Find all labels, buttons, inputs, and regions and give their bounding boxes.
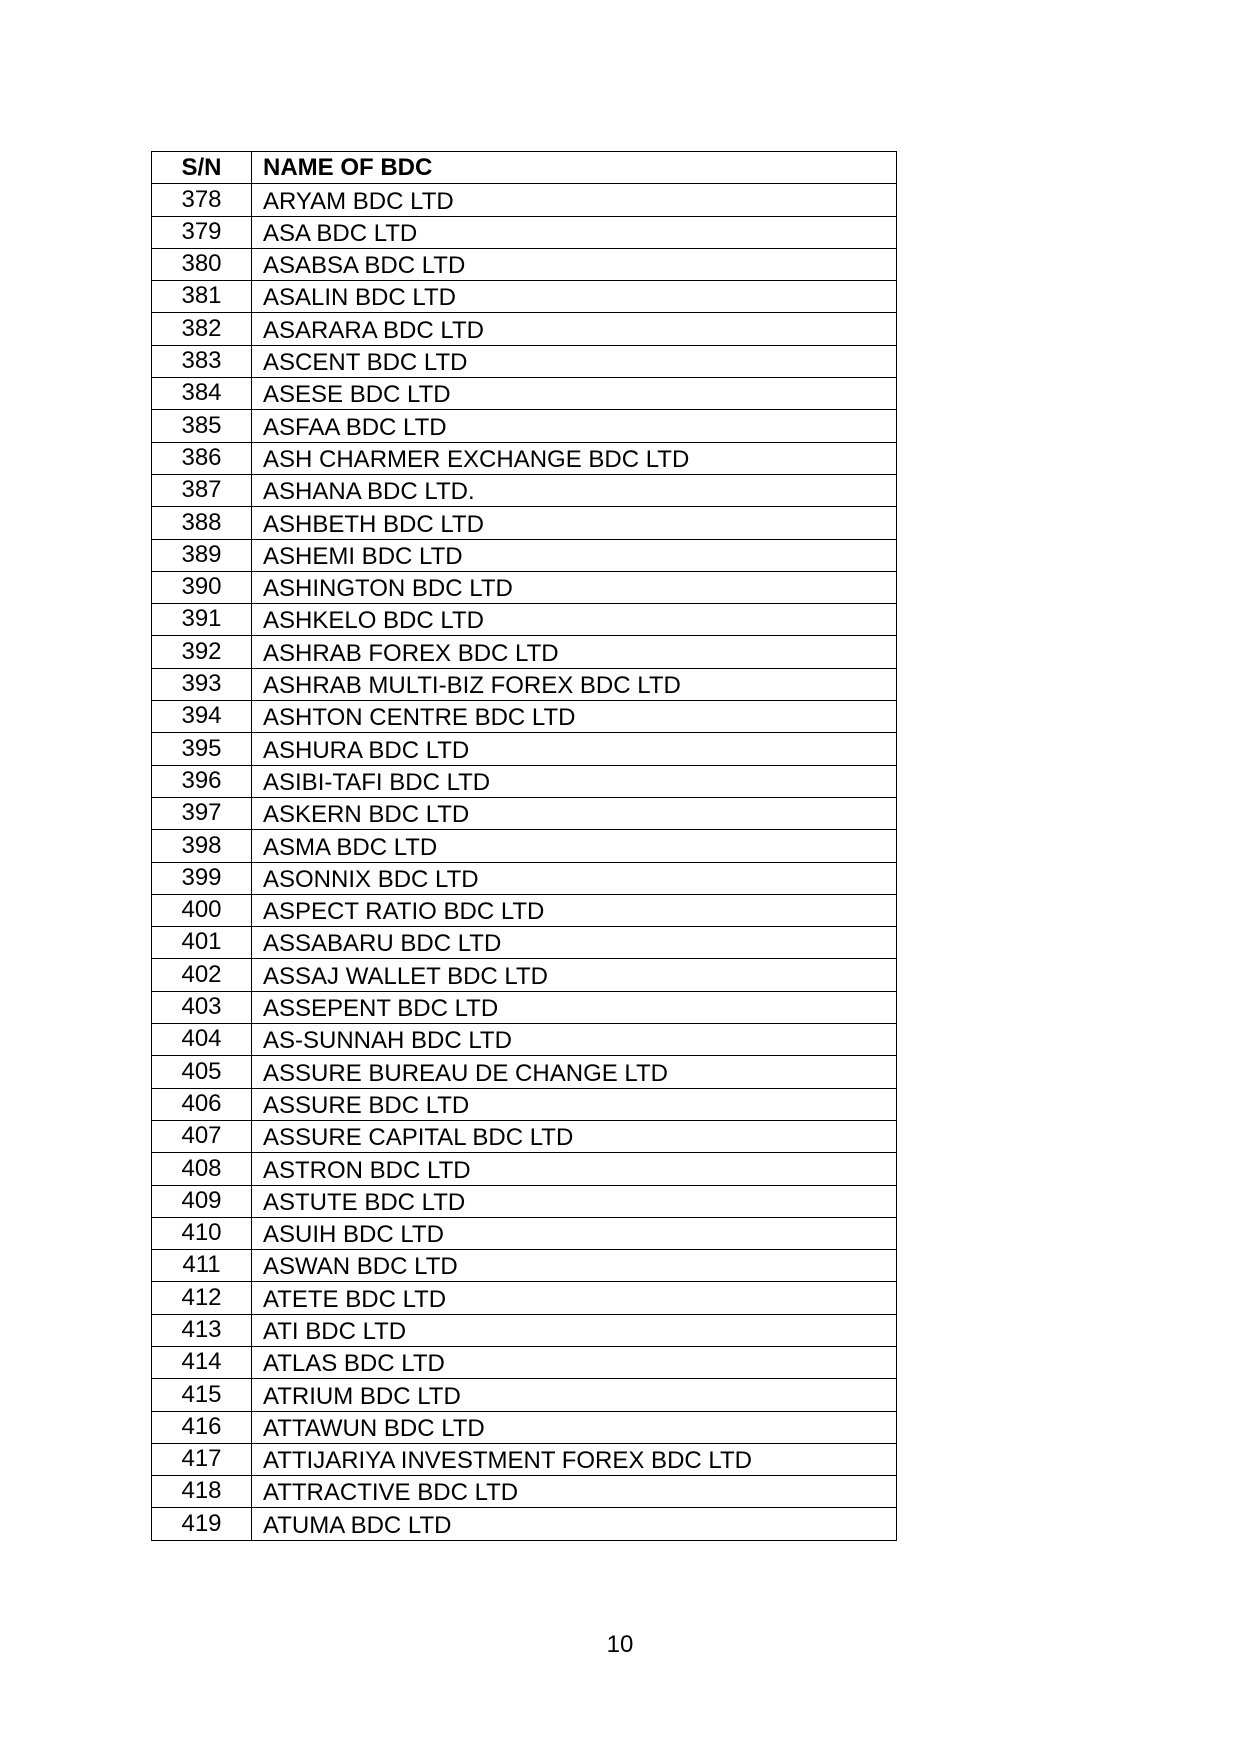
row-sn: 381 [152,281,252,313]
table-row [152,959,897,991]
table-row [152,1282,897,1314]
row-bdc-name: ASFAA BDC LTD [252,410,897,442]
table-row [152,571,897,603]
row-bdc-name: ASWAN BDC LTD [252,1250,897,1282]
row-sn: 397 [152,797,252,829]
table-row [152,1217,897,1249]
row-sn: 405 [152,1056,252,1088]
row-bdc-name: ATTIJARIYA INVESTMENT FOREX BDC LTD [252,1443,897,1475]
row-bdc-name: ATLAS BDC LTD [252,1346,897,1378]
row-bdc-name: ASSEPENT BDC LTD [252,991,897,1023]
row-bdc-name: ATETE BDC LTD [252,1282,897,1314]
table-row [152,1088,897,1120]
table-row [152,281,897,313]
table-row [152,1024,897,1056]
row-sn: 392 [152,636,252,668]
table-row [152,1443,897,1475]
row-bdc-name: ASSURE BUREAU DE CHANGE LTD [252,1056,897,1088]
row-sn: 396 [152,765,252,797]
row-sn: 418 [152,1476,252,1508]
row-sn: 395 [152,733,252,765]
row-bdc-name: ASMA BDC LTD [252,830,897,862]
row-sn: 391 [152,604,252,636]
row-sn: 385 [152,410,252,442]
table-row [152,539,897,571]
row-bdc-name: ASH CHARMER EXCHANGE BDC LTD [252,442,897,474]
row-sn: 380 [152,248,252,280]
table-row [152,378,897,410]
row-sn: 409 [152,1185,252,1217]
table-row [152,184,897,216]
row-bdc-name: ASHTON CENTRE BDC LTD [252,701,897,733]
row-bdc-name: ASTUTE BDC LTD [252,1185,897,1217]
row-bdc-name: ASABSA BDC LTD [252,248,897,280]
row-sn: 401 [152,927,252,959]
row-sn: 384 [152,378,252,410]
table-row [152,701,897,733]
row-sn: 390 [152,571,252,603]
row-bdc-name: ASARARA BDC LTD [252,313,897,345]
table-row [152,410,897,442]
row-bdc-name: ATTRACTIVE BDC LTD [252,1476,897,1508]
row-bdc-name: ASSURE BDC LTD [252,1088,897,1120]
row-sn: 419 [152,1508,252,1540]
row-bdc-name: ASHURA BDC LTD [252,733,897,765]
row-bdc-name: AS-SUNNAH BDC LTD [252,1024,897,1056]
row-bdc-name: ATTAWUN BDC LTD [252,1411,897,1443]
row-sn: 414 [152,1346,252,1378]
row-bdc-name: ASCENT BDC LTD [252,345,897,377]
table-row [152,1250,897,1282]
row-sn: 394 [152,701,252,733]
table-row [152,1508,897,1540]
table-row [152,1185,897,1217]
table-row [152,1056,897,1088]
row-sn: 389 [152,539,252,571]
row-sn: 382 [152,313,252,345]
row-sn: 408 [152,1153,252,1185]
table-row [152,1153,897,1185]
row-bdc-name: ASKERN BDC LTD [252,797,897,829]
row-bdc-name: ASHEMI BDC LTD [252,539,897,571]
table-row [152,248,897,280]
row-bdc-name: ASTRON BDC LTD [252,1153,897,1185]
row-bdc-name: ATRIUM BDC LTD [252,1379,897,1411]
table-row [152,830,897,862]
table-row [152,1314,897,1346]
table-row [152,991,897,1023]
table-row [152,894,897,926]
table-body [152,184,897,1540]
row-sn: 417 [152,1443,252,1475]
row-sn: 416 [152,1411,252,1443]
row-bdc-name: ATUMA BDC LTD [252,1508,897,1540]
row-sn: 410 [152,1217,252,1249]
row-sn: 415 [152,1379,252,1411]
row-sn: 399 [152,862,252,894]
table-row [152,216,897,248]
row-sn: 404 [152,1024,252,1056]
table-row [152,507,897,539]
row-bdc-name: ASESE BDC LTD [252,378,897,410]
row-sn: 411 [152,1250,252,1282]
row-bdc-name: ATI BDC LTD [252,1314,897,1346]
row-bdc-name: ASHBETH BDC LTD [252,507,897,539]
row-sn: 393 [152,668,252,700]
row-sn: 386 [152,442,252,474]
row-bdc-name: ASIBI-TAFI BDC LTD [252,765,897,797]
table-row [152,1120,897,1152]
row-bdc-name: ASONNIX BDC LTD [252,862,897,894]
table-row [152,862,897,894]
row-sn: 407 [152,1120,252,1152]
row-bdc-name: ASSAJ WALLET BDC LTD [252,959,897,991]
table-row [152,1411,897,1443]
table-row [152,1476,897,1508]
table-row [152,1379,897,1411]
row-bdc-name: ASPECT RATIO BDC LTD [252,894,897,926]
table-row [152,1346,897,1378]
row-bdc-name: ASALIN BDC LTD [252,281,897,313]
row-bdc-name: ASUIH BDC LTD [252,1217,897,1249]
row-bdc-name: ASHKELO BDC LTD [252,604,897,636]
table-row [152,797,897,829]
table-row [152,927,897,959]
row-sn: 383 [152,345,252,377]
row-sn: 378 [152,184,252,216]
row-bdc-name: ASHINGTON BDC LTD [252,571,897,603]
row-sn: 388 [152,507,252,539]
table-header-row [152,152,897,184]
row-sn: 398 [152,830,252,862]
row-sn: 402 [152,959,252,991]
row-bdc-name: ARYAM BDC LTD [252,184,897,216]
table-row [152,313,897,345]
row-sn: 379 [152,216,252,248]
row-bdc-name: ASHRAB MULTI-BIZ FOREX BDC LTD [252,668,897,700]
row-bdc-name: ASHRAB FOREX BDC LTD [252,636,897,668]
row-sn: 413 [152,1314,252,1346]
table-row [152,474,897,506]
row-bdc-name: ASSABARU BDC LTD [252,927,897,959]
table-row [152,733,897,765]
row-sn: 403 [152,991,252,1023]
page-number: 10 [606,1631,634,1658]
header-name: NAME OF BDC [252,152,897,184]
row-sn: 400 [152,894,252,926]
table-row [152,345,897,377]
row-bdc-name: ASSURE CAPITAL BDC LTD [252,1120,897,1152]
table-row [152,668,897,700]
table-row [152,604,897,636]
table-row [152,765,897,797]
header-sn: S/N [152,152,252,184]
row-bdc-name: ASA BDC LTD [252,216,897,248]
table-row [152,636,897,668]
row-sn: 406 [152,1088,252,1120]
table-row [152,442,897,474]
row-sn: 387 [152,474,252,506]
row-bdc-name: ASHANA BDC LTD. [252,474,897,506]
row-sn: 412 [152,1282,252,1314]
bdc-table [151,151,897,1541]
